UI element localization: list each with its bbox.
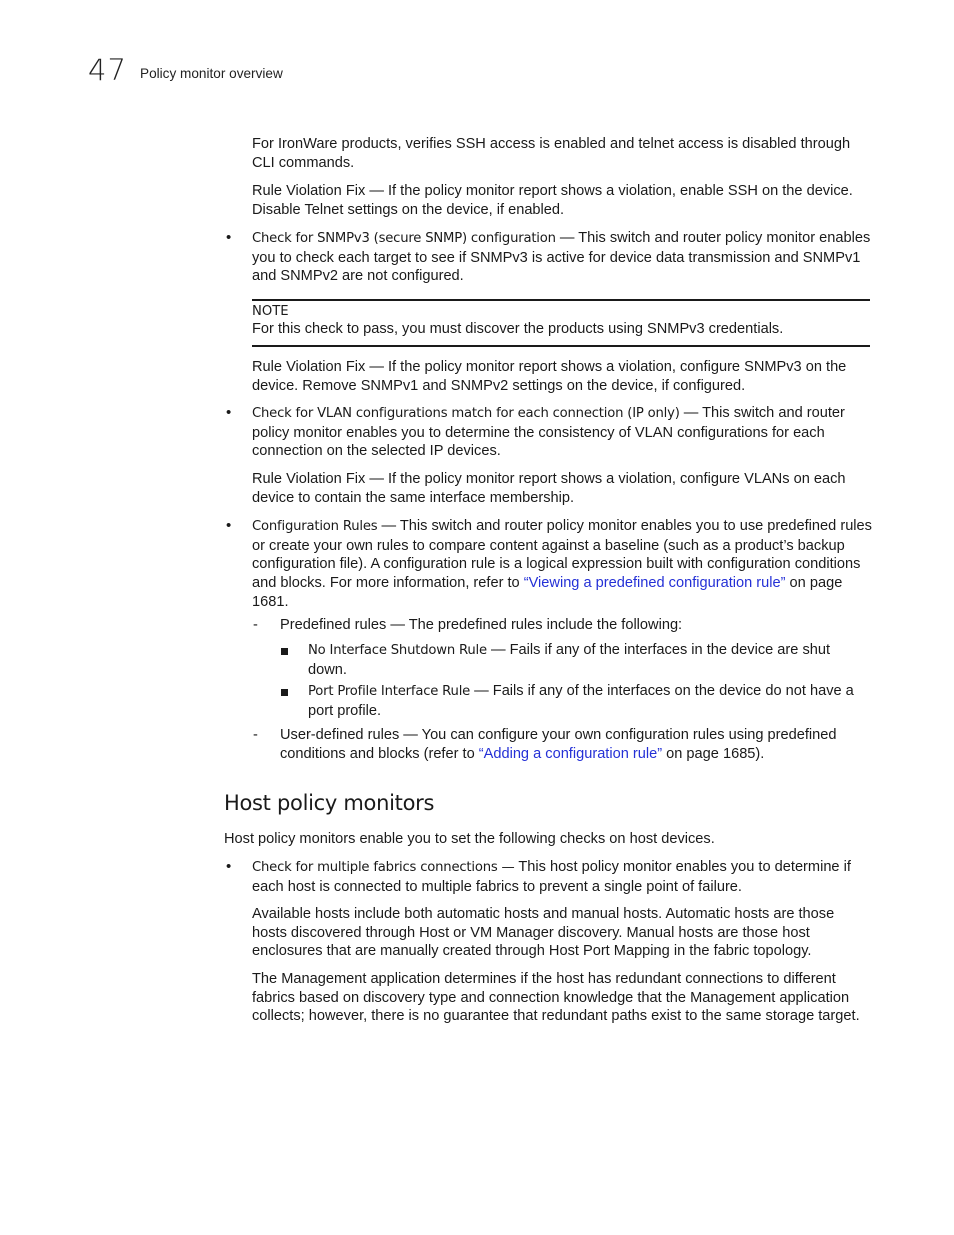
paragraph-ironware: For IronWare products, verifies SSH access is enabled and telnet access is disabled through CLI commands. [252,136,851,171]
bullet-vlan [252,404,872,461]
bullet-icon: • [226,517,232,534]
bullet-label: Configuration Rules [252,519,378,534]
bullet-text: — This switch and router policy monitor enables you to use predefined rules or create your own rules to compare content against a baseline (such as a product’s backup configuration file). A configuration rule is a logical expression built with configuration conditions and blocks. For more information, refer to [252,518,872,592]
dash-item-tail: on page 1685). [662,745,765,762]
bullet-text: — This switch and router policy monitor enables you to check each target to see if SNMPv3 is active for device data transmission and SNMPv1 and SNMPv2 are not configured. [252,230,871,285]
dash-icon: - [253,617,258,633]
sub-item-label: Port Profile Interface Rule [308,684,471,699]
dash-item-predefined: Predefined rules — The predefined rules include the following: [280,617,683,633]
note-text: For this check to pass, you must discover the products using SNMPv3 credentials. [252,321,784,337]
bullet-snmpv3 [252,229,872,286]
paragraph-management-application: The Management application determines if the host has redundant connections to different fabrics based on discovery type and connection knowledge that the Management application collects; however, there is no guarantee that redundant paths exist to the same storage target. [252,971,860,1025]
paragraph-snmpv3-fix: Rule Violation Fix — If the policy monitor report shows a violation, configure SNMPv3 on the device. Remove SNMPv1 and SNMPv2 settings on the device, if configured. [252,359,847,394]
section-intro: Host policy monitors enable you to set the following checks on host devices. [224,831,715,847]
bullet-icon: • [226,858,232,875]
square-bullet-icon [281,648,288,655]
link-adding-configuration-rule[interactable]: “Adding a configuration rule” [478,745,663,762]
note-top-rule [252,299,870,301]
paragraph-ssh-fix: Rule Violation Fix — If the policy monitor report shows a violation, enable SSH on the device. Disable Telnet settings on the device, if enabled. [252,183,853,218]
sub-item-no-interface-shutdown [308,641,872,679]
bullet-multiple-fabrics [252,858,872,896]
link-viewing-predefined-rule[interactable]: “Viewing a predefined configuration rule” [523,575,786,592]
chapter-title: Policy monitor overview [140,66,283,81]
dash-item-text: User-defined rules — You can configure your own configuration rules using predefined conditions and blocks (refer to [280,727,837,762]
paragraph-vlan-fix: Rule Violation Fix — If the policy monitor report shows a violation, configure VLANs on each device to contain the same interface membership. [252,471,846,506]
bullet-tail: on page 1681. [252,575,843,610]
square-bullet-icon [281,689,288,696]
paragraph-available-hosts: Available hosts include both automatic hosts and manual hosts. Automatic hosts are those hosts discovered through Host or VM Manager discovery. Manual hosts are those host enclosures that are manually created through Host Port Mapping in the fabric topology. [252,906,835,960]
bullet-icon: • [226,229,232,246]
bullet-configuration-rules [252,517,872,612]
note-bottom-rule [252,345,870,347]
chapter-number: 47 [88,53,127,87]
bullet-icon: • [226,404,232,421]
dash-item-user-defined [280,726,872,763]
sub-item-port-profile [308,682,872,720]
sub-item-label: No Interface Shutdown Rule [308,643,487,658]
bullet-label: Check for SNMPv3 (secure SNMP) configuration [252,231,556,246]
bullet-text: This host policy monitor enables you to determine if each host is connected to multiple fabrics to prevent a single point of failure. [252,859,851,895]
dash-icon: - [253,727,258,743]
bullet-text: — This switch and router policy monitor enables you to determine the consistency of VLAN configurations for each connection on the selected IP devices. [252,405,845,460]
note-title: NOTE [252,304,289,319]
bullet-label: Check for multiple fabrics connections — [252,860,515,875]
section-heading: Host policy monitors [224,791,435,815]
sub-item-text: — Fails if any of the interfaces on the device do not have a port profile. [308,683,854,719]
sub-item-text: — Fails if any of the interfaces in the device are shut down. [308,642,831,678]
bullet-label: Check for VLAN configurations match for each connection (IP only) [252,406,680,421]
